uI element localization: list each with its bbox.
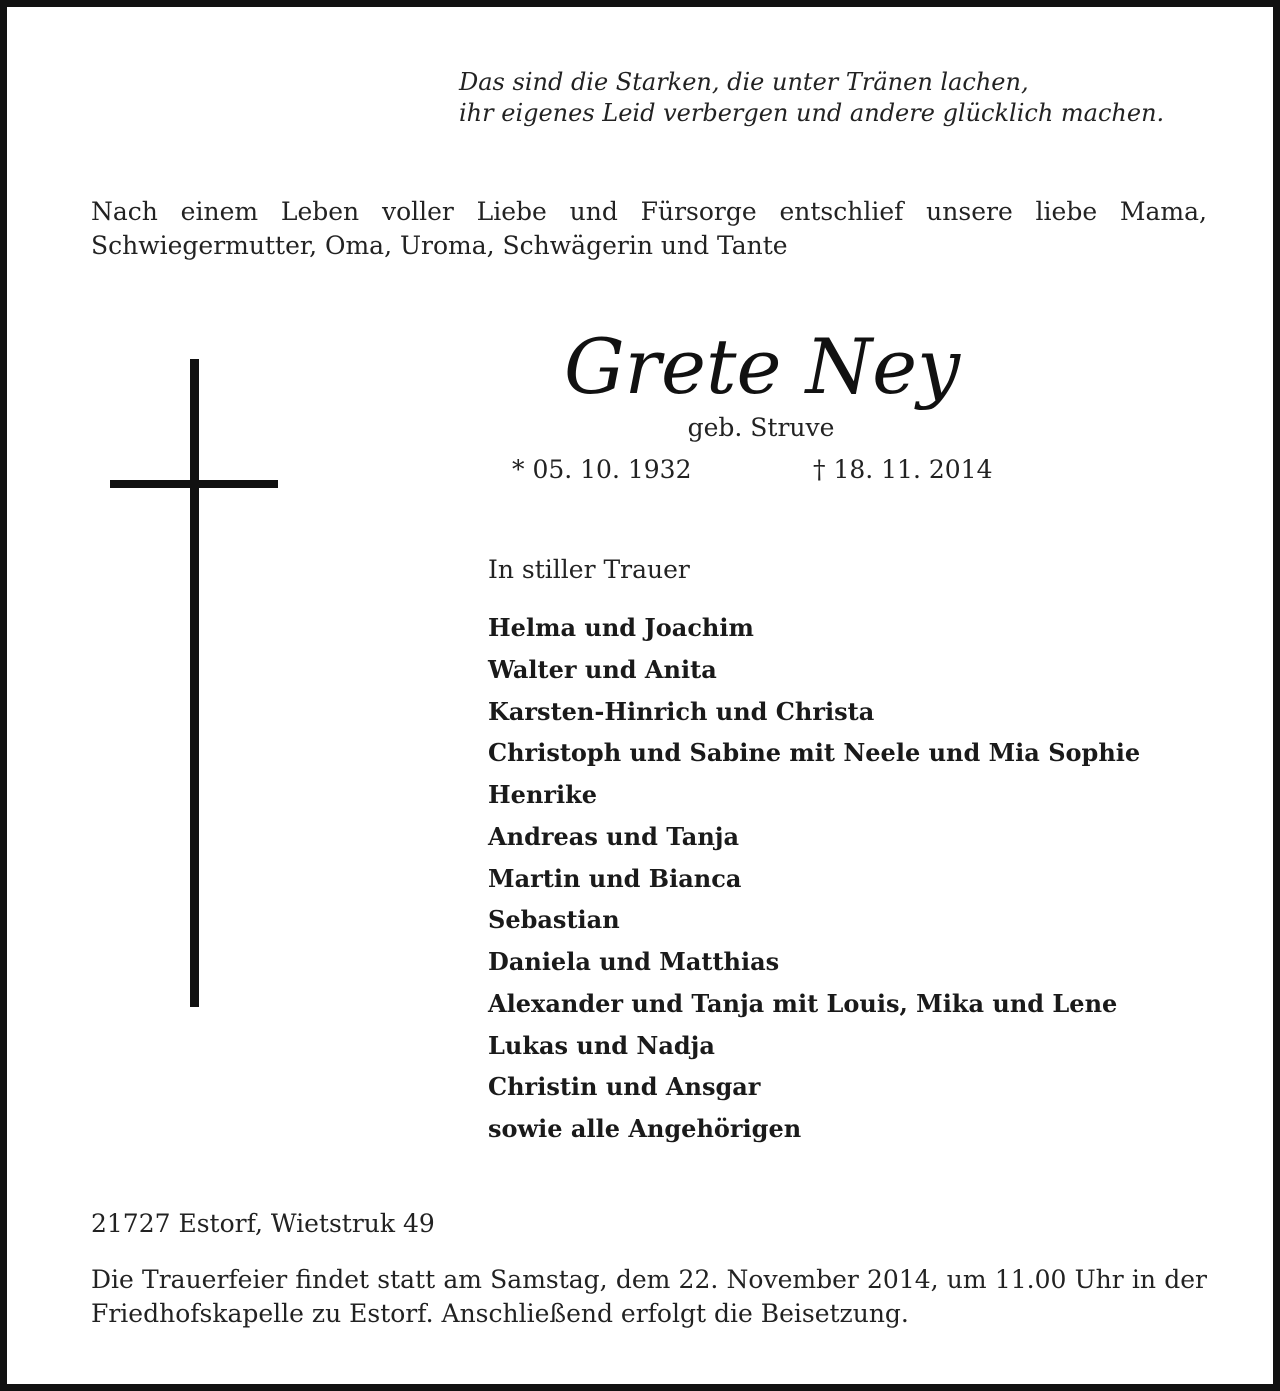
mourning-label: In stiller Trauer [488, 555, 690, 584]
mourner-name: Karsten-Hinrich und Christa [488, 696, 875, 726]
life-dates [507, 453, 1027, 489]
mourner-name: Alexander und Tanja mit Louis, Mika und Lene [488, 988, 1118, 1018]
motto-quote [459, 67, 1219, 129]
motto-line-2: ihr eigenes Leid verbergen und andere glücklich machen. [459, 99, 1165, 127]
mourner-name: Sebastian [488, 905, 620, 935]
address: 21727 Estorf, Wietstruk 49 [91, 1209, 435, 1238]
mourner-name: Martin und Bianca [488, 863, 742, 893]
mourner-name: Daniela und Matthias [488, 947, 780, 976]
mourner-name: Helma und Joachim [488, 613, 754, 642]
cross-icon [110, 359, 278, 1007]
intro-text: Nach einem Leben voller Liebe und Fürsorge entschlief unsere liebe Mama, Schwiegermutter, Oma, Uroma, Schwägerin und Tante [91, 197, 1207, 260]
death-date: † 18. 11. 2014 [813, 455, 993, 484]
cross-horizontal-bar [110, 480, 278, 488]
mourner-name: Christin und Ansgar [488, 1072, 761, 1102]
mourner-name: sowie alle Angehörigen [488, 1114, 802, 1143]
mourner-name: Henrike [488, 780, 598, 809]
motto-line-1: Das sind die Starken, die unter Tränen lachen, [459, 68, 1029, 96]
mourner-name: Lukas und Nadja [488, 1030, 715, 1060]
cross-vertical-bar [190, 359, 199, 1007]
birth-date: * 05. 10. 1932 [512, 455, 692, 484]
mourner-name: Christoph und Sabine mit Neele und Mia Sophie [488, 738, 1141, 768]
mourner-name: Walter und Anita [488, 654, 717, 684]
funeral-info: Die Trauerfeier findet statt am Samstag, dem 22. November 2014, um 11.00 Uhr in der Friedhofskapelle zu Estorf. Anschließend erfolgt die Beisetzung. [91, 1265, 1207, 1328]
mourners-list [488, 607, 1228, 1150]
deceased-name: Grete Ney [563, 322, 961, 411]
mourner-name: Andreas und Tanja [488, 821, 740, 851]
maiden-name: geb. Struve [687, 413, 835, 442]
